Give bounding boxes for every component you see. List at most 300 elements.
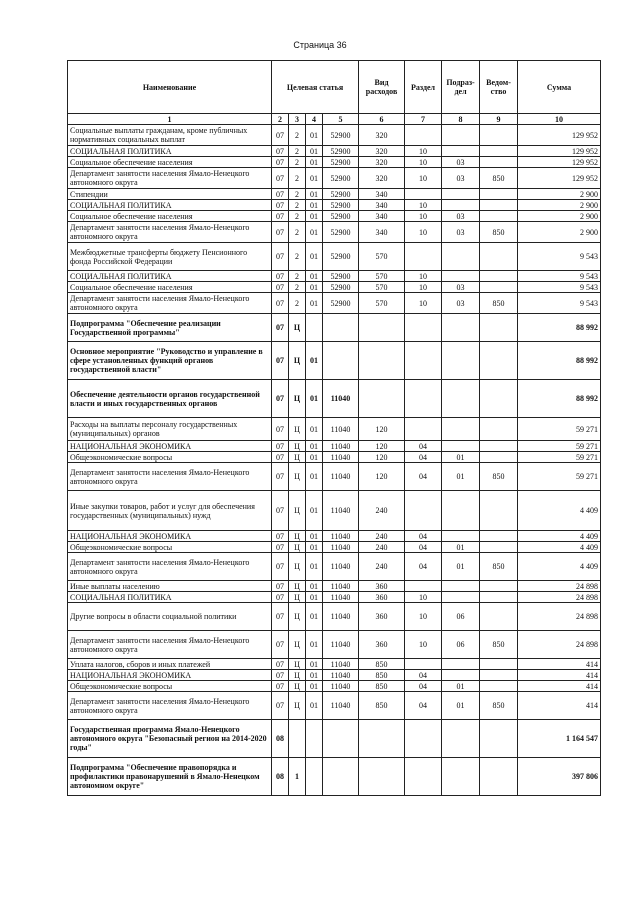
- amount-cell: 9 543: [518, 282, 601, 293]
- department-cell: [480, 314, 518, 342]
- expense-type-cell: [359, 314, 405, 342]
- target-code-4: 11040: [323, 531, 359, 542]
- target-code-4: [323, 314, 359, 342]
- table-row: [68, 491, 601, 531]
- target-code-1: 07: [272, 659, 289, 670]
- target-code-4: 11040: [323, 491, 359, 531]
- department-cell: [480, 603, 518, 631]
- subsection-cell: [442, 271, 480, 282]
- target-code-1: 07: [272, 542, 289, 553]
- target-code-2: Ц: [289, 542, 306, 553]
- row-name-cell: Общеэкономические вопросы: [68, 681, 272, 692]
- header-section: Раздел: [405, 61, 442, 114]
- department-cell: [480, 441, 518, 452]
- row-name-cell: Департамент занятости населения Ямало-Ненецкого автономного округа: [68, 631, 272, 659]
- section-cell: [405, 380, 442, 418]
- section-cell: 10: [405, 271, 442, 282]
- target-code-1: 07: [272, 670, 289, 681]
- column-number: 7: [405, 114, 442, 125]
- target-code-2: 2: [289, 200, 306, 211]
- subsection-cell: 03: [442, 222, 480, 243]
- column-number: 9: [480, 114, 518, 125]
- subsection-cell: 01: [442, 553, 480, 581]
- target-code-1: 07: [272, 463, 289, 491]
- amount-cell: 2 900: [518, 211, 601, 222]
- table-row: [68, 282, 601, 293]
- amount-cell: 4 409: [518, 542, 601, 553]
- expense-type-cell: 570: [359, 293, 405, 314]
- table-row: [68, 670, 601, 681]
- amount-cell: 129 952: [518, 125, 601, 146]
- table-row: [68, 189, 601, 200]
- subsection-cell: 01: [442, 542, 480, 553]
- column-number: 8: [442, 114, 480, 125]
- target-code-3: [306, 314, 323, 342]
- column-number: 10: [518, 114, 601, 125]
- target-code-3: 01: [306, 211, 323, 222]
- subsection-cell: 01: [442, 681, 480, 692]
- subsection-cell: 03: [442, 157, 480, 168]
- target-code-2: Ц: [289, 491, 306, 531]
- target-code-1: 07: [272, 452, 289, 463]
- target-code-1: 08: [272, 758, 289, 796]
- table-row: [68, 581, 601, 592]
- target-code-3: 01: [306, 189, 323, 200]
- table-row: [68, 314, 601, 342]
- row-name-cell: НАЦИОНАЛЬНАЯ ЭКОНОМИКА: [68, 531, 272, 542]
- target-code-4: 11040: [323, 542, 359, 553]
- target-code-3: 01: [306, 271, 323, 282]
- expense-type-cell: 120: [359, 418, 405, 441]
- department-cell: [480, 531, 518, 542]
- expense-type-cell: 570: [359, 282, 405, 293]
- column-number-row: [68, 114, 601, 125]
- target-code-2: Ц: [289, 670, 306, 681]
- section-cell: 10: [405, 168, 442, 189]
- subsection-cell: 06: [442, 631, 480, 659]
- table-row: [68, 380, 601, 418]
- section-cell: 04: [405, 452, 442, 463]
- amount-cell: 4 409: [518, 531, 601, 542]
- expense-type-cell: 120: [359, 463, 405, 491]
- section-cell: [405, 659, 442, 670]
- target-code-3: 01: [306, 418, 323, 441]
- expense-type-cell: 850: [359, 692, 405, 720]
- target-code-2: 2: [289, 125, 306, 146]
- row-name-cell: Социальное обеспечение населения: [68, 282, 272, 293]
- department-cell: [480, 720, 518, 758]
- target-code-3: 01: [306, 681, 323, 692]
- target-code-2: Ц: [289, 592, 306, 603]
- target-code-3: 01: [306, 581, 323, 592]
- target-code-4: 11040: [323, 681, 359, 692]
- target-code-1: 07: [272, 603, 289, 631]
- column-number: 3: [289, 114, 306, 125]
- amount-cell: 24 898: [518, 603, 601, 631]
- target-code-3: 01: [306, 670, 323, 681]
- target-code-2: Ц: [289, 631, 306, 659]
- department-cell: [480, 282, 518, 293]
- target-code-4: 11040: [323, 670, 359, 681]
- header-target-article: Целевая статья: [272, 61, 359, 114]
- row-name-cell: Уплата налогов, сборов и иных платежей: [68, 659, 272, 670]
- target-code-3: 01: [306, 452, 323, 463]
- amount-cell: 9 543: [518, 243, 601, 271]
- row-name-cell: Департамент занятости населения Ямало-Ненецкого автономного округа: [68, 553, 272, 581]
- expense-type-cell: 320: [359, 146, 405, 157]
- amount-cell: 88 992: [518, 314, 601, 342]
- section-cell: 04: [405, 681, 442, 692]
- department-cell: 850: [480, 553, 518, 581]
- target-code-3: 01: [306, 592, 323, 603]
- department-cell: [480, 211, 518, 222]
- target-code-2: Ц: [289, 681, 306, 692]
- expense-type-cell: 360: [359, 592, 405, 603]
- table-row: [68, 553, 601, 581]
- expense-type-cell: 320: [359, 168, 405, 189]
- section-cell: [405, 418, 442, 441]
- target-code-2: 2: [289, 282, 306, 293]
- target-code-3: 01: [306, 282, 323, 293]
- target-code-4: 52900: [323, 211, 359, 222]
- table-row: [68, 418, 601, 441]
- row-name-cell: Иные выплаты населению: [68, 581, 272, 592]
- target-code-1: 07: [272, 592, 289, 603]
- department-cell: [480, 125, 518, 146]
- amount-cell: 129 952: [518, 168, 601, 189]
- table-row: [68, 758, 601, 796]
- header-amount: Сумма: [518, 61, 601, 114]
- amount-cell: 2 900: [518, 189, 601, 200]
- department-cell: [480, 452, 518, 463]
- row-name-cell: Департамент занятости населения Ямало-Ненецкого автономного округа: [68, 692, 272, 720]
- table-header-row: [68, 61, 601, 114]
- department-cell: 850: [480, 463, 518, 491]
- table-row: [68, 720, 601, 758]
- target-code-4: [323, 342, 359, 380]
- subsection-cell: 01: [442, 452, 480, 463]
- department-cell: 850: [480, 692, 518, 720]
- section-cell: 10: [405, 200, 442, 211]
- target-code-4: 52900: [323, 293, 359, 314]
- target-code-4: 52900: [323, 222, 359, 243]
- target-code-1: 08: [272, 720, 289, 758]
- target-code-1: 07: [272, 125, 289, 146]
- row-name-cell: Социальное обеспечение населения: [68, 211, 272, 222]
- target-code-4: 52900: [323, 168, 359, 189]
- target-code-2: Ц: [289, 692, 306, 720]
- target-code-4: 52900: [323, 271, 359, 282]
- section-cell: [405, 758, 442, 796]
- section-cell: [405, 342, 442, 380]
- subsection-cell: [442, 342, 480, 380]
- target-code-4: 52900: [323, 282, 359, 293]
- target-code-2: 2: [289, 189, 306, 200]
- target-code-1: 07: [272, 211, 289, 222]
- section-cell: [405, 581, 442, 592]
- table-row: [68, 592, 601, 603]
- target-code-2: 2: [289, 243, 306, 271]
- row-name-cell: Межбюджетные трансферты бюджету Пенсионного фонда Российской Федерации: [68, 243, 272, 271]
- target-code-1: 07: [272, 531, 289, 542]
- table-row: [68, 211, 601, 222]
- target-code-4: 11040: [323, 553, 359, 581]
- target-code-1: 07: [272, 631, 289, 659]
- target-code-1: 07: [272, 342, 289, 380]
- target-code-2: Ц: [289, 380, 306, 418]
- amount-cell: 9 543: [518, 293, 601, 314]
- header-subsection: Подраз-дел: [442, 61, 480, 114]
- target-code-2: Ц: [289, 553, 306, 581]
- row-name-cell: СОЦИАЛЬНАЯ ПОЛИТИКА: [68, 146, 272, 157]
- expense-type-cell: 320: [359, 157, 405, 168]
- table-row: [68, 542, 601, 553]
- target-code-4: 52900: [323, 243, 359, 271]
- amount-cell: 4 409: [518, 491, 601, 531]
- row-name-cell: Социальное обеспечение населения: [68, 157, 272, 168]
- section-cell: 04: [405, 463, 442, 491]
- department-cell: [480, 592, 518, 603]
- row-name-cell: НАЦИОНАЛЬНАЯ ЭКОНОМИКА: [68, 441, 272, 452]
- table-row: [68, 222, 601, 243]
- target-code-1: 07: [272, 581, 289, 592]
- section-cell: [405, 125, 442, 146]
- amount-cell: 2 900: [518, 200, 601, 211]
- target-code-2: 2: [289, 271, 306, 282]
- target-code-3: [306, 720, 323, 758]
- target-code-2: Ц: [289, 314, 306, 342]
- row-name-cell: Общеэкономические вопросы: [68, 542, 272, 553]
- department-cell: [480, 157, 518, 168]
- table-row: [68, 146, 601, 157]
- target-code-3: 01: [306, 293, 323, 314]
- row-name-cell: Департамент занятости населения Ямало-Ненецкого автономного округа: [68, 168, 272, 189]
- row-name-cell: Департамент занятости населения Ямало-Ненецкого автономного округа: [68, 293, 272, 314]
- header-department: Ведом-ство: [480, 61, 518, 114]
- subsection-cell: [442, 189, 480, 200]
- table-row: [68, 531, 601, 542]
- expense-type-cell: 120: [359, 441, 405, 452]
- row-name-cell: Основное мероприятие "Руководство и управление в сфере установленных функций органов государственной власти": [68, 342, 272, 380]
- table-row: [68, 692, 601, 720]
- section-cell: [405, 720, 442, 758]
- budget-table: [67, 60, 601, 796]
- subsection-cell: [442, 670, 480, 681]
- amount-cell: 129 952: [518, 146, 601, 157]
- target-code-4: 11040: [323, 452, 359, 463]
- expense-type-cell: 340: [359, 189, 405, 200]
- target-code-1: 07: [272, 157, 289, 168]
- subsection-cell: 03: [442, 168, 480, 189]
- subsection-cell: [442, 200, 480, 211]
- amount-cell: 24 898: [518, 592, 601, 603]
- amount-cell: 414: [518, 670, 601, 681]
- subsection-cell: [442, 720, 480, 758]
- target-code-3: 01: [306, 200, 323, 211]
- target-code-2: 2: [289, 222, 306, 243]
- target-code-2: Ц: [289, 531, 306, 542]
- header-expense-type: Вид расходов: [359, 61, 405, 114]
- amount-cell: 59 271: [518, 441, 601, 452]
- column-number: 2: [272, 114, 289, 125]
- subsection-cell: [442, 758, 480, 796]
- page-number-label: Страница 36: [293, 40, 347, 50]
- department-cell: [480, 758, 518, 796]
- section-cell: 10: [405, 293, 442, 314]
- department-cell: 850: [480, 631, 518, 659]
- target-code-4: 11040: [323, 441, 359, 452]
- table-row: [68, 157, 601, 168]
- target-code-4: 52900: [323, 189, 359, 200]
- table-row: [68, 631, 601, 659]
- target-code-2: 2: [289, 146, 306, 157]
- table-row: [68, 681, 601, 692]
- row-name-cell: Социальные выплаты гражданам, кроме публичных нормативных социальных выплат: [68, 125, 272, 146]
- amount-cell: 397 806: [518, 758, 601, 796]
- target-code-1: 07: [272, 380, 289, 418]
- target-code-4: 52900: [323, 200, 359, 211]
- target-code-3: 01: [306, 463, 323, 491]
- target-code-2: 2: [289, 211, 306, 222]
- target-code-4: 11040: [323, 631, 359, 659]
- subsection-cell: [442, 380, 480, 418]
- department-cell: [480, 659, 518, 670]
- table-row: [68, 441, 601, 452]
- target-code-2: 1: [289, 758, 306, 796]
- department-cell: 850: [480, 168, 518, 189]
- target-code-1: 07: [272, 168, 289, 189]
- table-row: [68, 603, 601, 631]
- target-code-1: 07: [272, 491, 289, 531]
- department-cell: [480, 581, 518, 592]
- table-row: [68, 659, 601, 670]
- target-code-3: 01: [306, 243, 323, 271]
- department-cell: 850: [480, 293, 518, 314]
- column-number: 4: [306, 114, 323, 125]
- row-name-cell: СОЦИАЛЬНАЯ ПОЛИТИКА: [68, 271, 272, 282]
- target-code-2: Ц: [289, 441, 306, 452]
- target-code-3: 01: [306, 168, 323, 189]
- expense-type-cell: 340: [359, 211, 405, 222]
- department-cell: [480, 418, 518, 441]
- target-code-4: 11040: [323, 592, 359, 603]
- target-code-1: 07: [272, 189, 289, 200]
- table-row: [68, 168, 601, 189]
- target-code-4: 11040: [323, 659, 359, 670]
- section-cell: 10: [405, 592, 442, 603]
- expense-type-cell: 320: [359, 125, 405, 146]
- subsection-cell: 03: [442, 282, 480, 293]
- subsection-cell: 03: [442, 211, 480, 222]
- row-name-cell: Обеспечение деятельности органов государственной власти и иных государственных органов: [68, 380, 272, 418]
- column-number: 6: [359, 114, 405, 125]
- target-code-3: 01: [306, 603, 323, 631]
- target-code-4: 52900: [323, 125, 359, 146]
- expense-type-cell: [359, 342, 405, 380]
- row-name-cell: Другие вопросы в области социальной политики: [68, 603, 272, 631]
- subsection-cell: 06: [442, 603, 480, 631]
- department-cell: [480, 491, 518, 531]
- row-name-cell: Общеэкономические вопросы: [68, 452, 272, 463]
- target-code-2: Ц: [289, 581, 306, 592]
- amount-cell: 1 164 547: [518, 720, 601, 758]
- target-code-2: 2: [289, 293, 306, 314]
- expense-type-cell: 240: [359, 491, 405, 531]
- subsection-cell: [442, 314, 480, 342]
- subsection-cell: [442, 146, 480, 157]
- target-code-3: 01: [306, 222, 323, 243]
- target-code-1: 07: [272, 692, 289, 720]
- expense-type-cell: 240: [359, 531, 405, 542]
- section-cell: 04: [405, 441, 442, 452]
- row-name-cell: Подпрограмма "Обеспечение правопорядка и профилактики правонарушений в Ямало-Ненецком автономном округе": [68, 758, 272, 796]
- row-name-cell: Иные закупки товаров, работ и услуг для обеспечения государственных (муниципальных) нужд: [68, 491, 272, 531]
- amount-cell: 414: [518, 659, 601, 670]
- section-cell: 10: [405, 211, 442, 222]
- target-code-1: 07: [272, 553, 289, 581]
- target-code-4: 11040: [323, 603, 359, 631]
- target-code-1: 07: [272, 681, 289, 692]
- amount-cell: 59 271: [518, 418, 601, 441]
- department-cell: [480, 189, 518, 200]
- target-code-3: 01: [306, 380, 323, 418]
- target-code-1: 07: [272, 314, 289, 342]
- section-cell: 10: [405, 222, 442, 243]
- expense-type-cell: [359, 380, 405, 418]
- target-code-4: [323, 720, 359, 758]
- target-code-3: 01: [306, 146, 323, 157]
- expense-type-cell: 850: [359, 659, 405, 670]
- section-cell: 10: [405, 157, 442, 168]
- table-row: [68, 125, 601, 146]
- target-code-3: 01: [306, 542, 323, 553]
- target-code-4: 11040: [323, 463, 359, 491]
- table-row: [68, 452, 601, 463]
- amount-cell: 2 900: [518, 222, 601, 243]
- department-cell: [480, 670, 518, 681]
- expense-type-cell: 340: [359, 200, 405, 211]
- subsection-cell: 01: [442, 692, 480, 720]
- amount-cell: 414: [518, 681, 601, 692]
- amount-cell: 414: [518, 692, 601, 720]
- table-row: [68, 271, 601, 282]
- target-code-2: Ц: [289, 342, 306, 380]
- table-row: [68, 342, 601, 380]
- amount-cell: 88 992: [518, 380, 601, 418]
- expense-type-cell: 360: [359, 631, 405, 659]
- expense-type-cell: 850: [359, 681, 405, 692]
- expense-type-cell: 850: [359, 670, 405, 681]
- section-cell: [405, 243, 442, 271]
- amount-cell: 88 992: [518, 342, 601, 380]
- section-cell: 10: [405, 146, 442, 157]
- row-name-cell: Стипендии: [68, 189, 272, 200]
- row-name-cell: СОЦИАЛЬНАЯ ПОЛИТИКА: [68, 592, 272, 603]
- row-name-cell: Государственная программа Ямало-Ненецкого автономного округа "Безопасный регион на 2014-2020 годы": [68, 720, 272, 758]
- target-code-1: 07: [272, 293, 289, 314]
- table-row: [68, 243, 601, 271]
- expense-type-cell: 340: [359, 222, 405, 243]
- subsection-cell: [442, 581, 480, 592]
- section-cell: 04: [405, 670, 442, 681]
- section-cell: [405, 491, 442, 531]
- target-code-2: 2: [289, 157, 306, 168]
- expense-type-cell: [359, 720, 405, 758]
- section-cell: [405, 189, 442, 200]
- row-name-cell: НАЦИОНАЛЬНАЯ ЭКОНОМИКА: [68, 670, 272, 681]
- department-cell: [480, 243, 518, 271]
- header-name: Наименование: [68, 61, 272, 114]
